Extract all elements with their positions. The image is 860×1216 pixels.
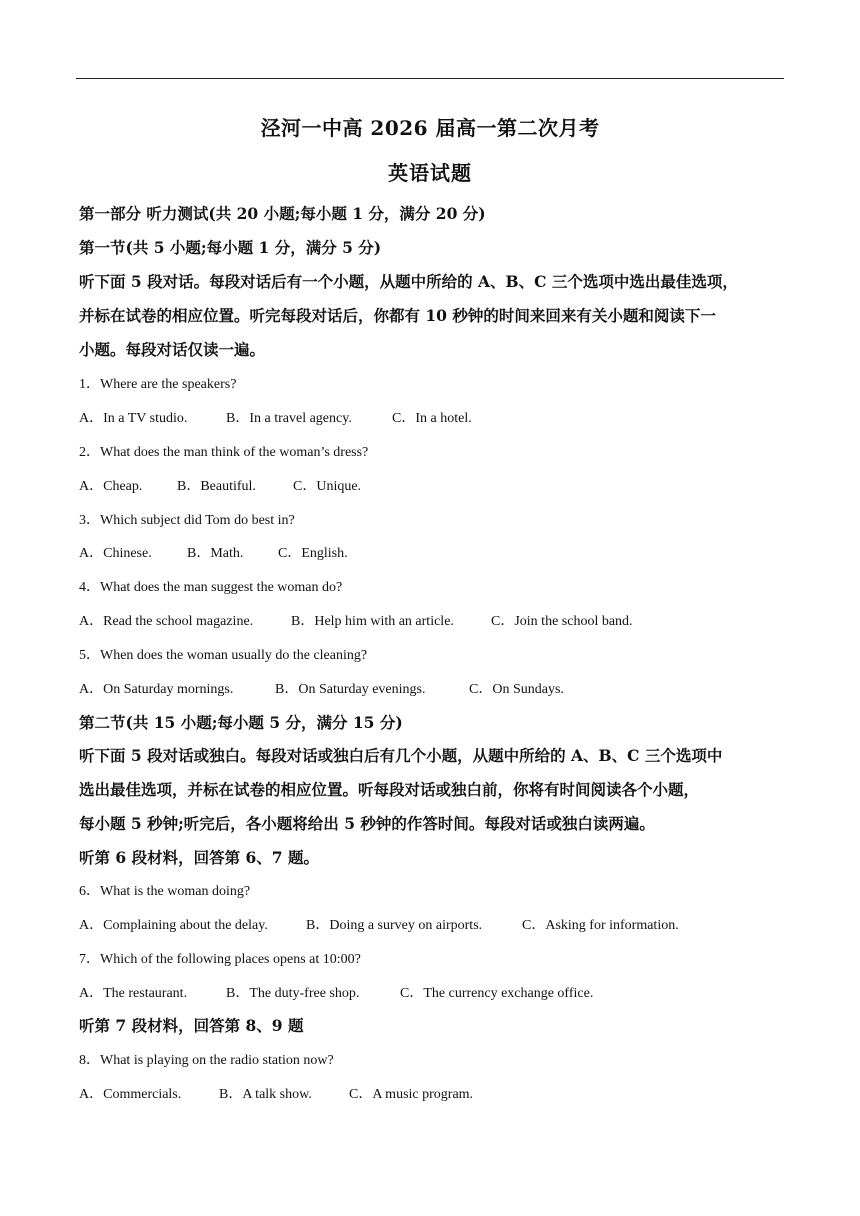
question-6-options (79, 914, 679, 934)
question-7: 7．Which of the following places opens at 10:00? (79, 952, 361, 967)
option-b: B．Doing a survey on airports. (306, 918, 483, 933)
option-c: C．On Sundays. (469, 682, 564, 697)
option-a: A．The restaurant. (79, 986, 188, 1001)
option-b: B．A talk show. (219, 1087, 312, 1102)
question-7-options (79, 982, 593, 1002)
part1-heading: 第一部分 听力测试(共 20 小题;每小题 1 分，满分 20 分) (79, 204, 486, 223)
option-b: B．On Saturday evenings. (275, 682, 426, 697)
option-c: C．In a hotel. (392, 411, 472, 426)
question-5-options (79, 678, 564, 698)
group6-heading: 听第 6 段材料，回答第 6、7 题。 (79, 848, 319, 867)
option-c: C．The currency exchange office. (400, 986, 594, 1001)
option-c: C．A music program. (349, 1087, 474, 1102)
group7-heading: 听第 7 段材料，回答第 8、9 题 (79, 1016, 304, 1035)
question-8: 8．What is playing on the radio station now? (79, 1053, 334, 1068)
option-a: A．Read the school magazine. (79, 614, 254, 629)
question-5: 5．When does the woman usually do the cleaning? (79, 648, 368, 663)
section2-instruction-2: 选出最佳选项，并标在试卷的相应位置。听每段对话或独白前，你将有时间阅读各个小题， (79, 780, 700, 799)
question-2: 2．What does the man think of the woman’s dress? (79, 445, 369, 460)
option-c: C．Unique. (293, 479, 362, 494)
option-b: B．Help him with an article. (291, 614, 454, 629)
option-a: A．On Saturday mornings. (79, 682, 234, 697)
exam-title: 泾河一中高 2026 届高一第二次月考 (260, 116, 600, 140)
option-a: A．Cheap. (79, 479, 143, 494)
option-a: A．Commercials. (79, 1087, 182, 1102)
question-8-options (79, 1083, 473, 1103)
option-b: B．The duty-free shop. (226, 986, 360, 1001)
question-1-options (79, 407, 472, 427)
option-b: B．In a travel agency. (226, 411, 352, 426)
section1-heading: 第一节(共 5 小题;每小题 1 分，满分 5 分) (79, 238, 382, 257)
question-1: 1．Where are the speakers? (79, 377, 237, 392)
option-b: B．Math. (187, 546, 244, 561)
option-a: A．Chinese. (79, 546, 152, 561)
question-4: 4．What does the man suggest the woman do? (79, 580, 343, 595)
question-3: 3．Which subject did Tom do best in? (79, 513, 295, 528)
question-6: 6．What is the woman doing? (79, 884, 251, 899)
option-c: C．Join the school band. (491, 614, 633, 629)
option-a: A．In a TV studio. (79, 411, 188, 426)
top-rule (76, 78, 784, 79)
question-4-options (79, 610, 633, 630)
section2-heading: 第二节(共 15 小题;每小题 5 分，满分 15 分) (79, 713, 403, 732)
question-2-options (79, 475, 361, 495)
section1-instruction-2: 并标在试卷的相应位置。听完每段对话后，你都有 10 秒钟的时间来回来有关小题和阅读下一 (79, 306, 716, 325)
option-b: B．Beautiful. (177, 479, 256, 494)
section2-instruction-1: 听下面 5 段对话或独白。每段对话或独白后有几个小题，从题中所给的 A、B、C 三个选项中 (79, 746, 723, 765)
option-c: C．Asking for information. (522, 918, 679, 933)
question-3-options (79, 542, 348, 562)
section1-instruction-1: 听下面 5 段对话。每段对话后有一个小题，从题中所给的 A、B、C 三个选项中选出最佳选项， (79, 272, 738, 291)
section1-instruction-3: 小题。每段对话仅读一遍。 (79, 340, 266, 359)
exam-subtitle: 英语试题 (388, 161, 472, 185)
section2-instruction-3: 每小题 5 秒钟;听完后，各小题将给出 5 秒钟的作答时间。每段对话或独白读两遍。 (79, 814, 655, 833)
option-c: C．English. (278, 546, 348, 561)
option-a: A．Complaining about the delay. (79, 918, 268, 933)
